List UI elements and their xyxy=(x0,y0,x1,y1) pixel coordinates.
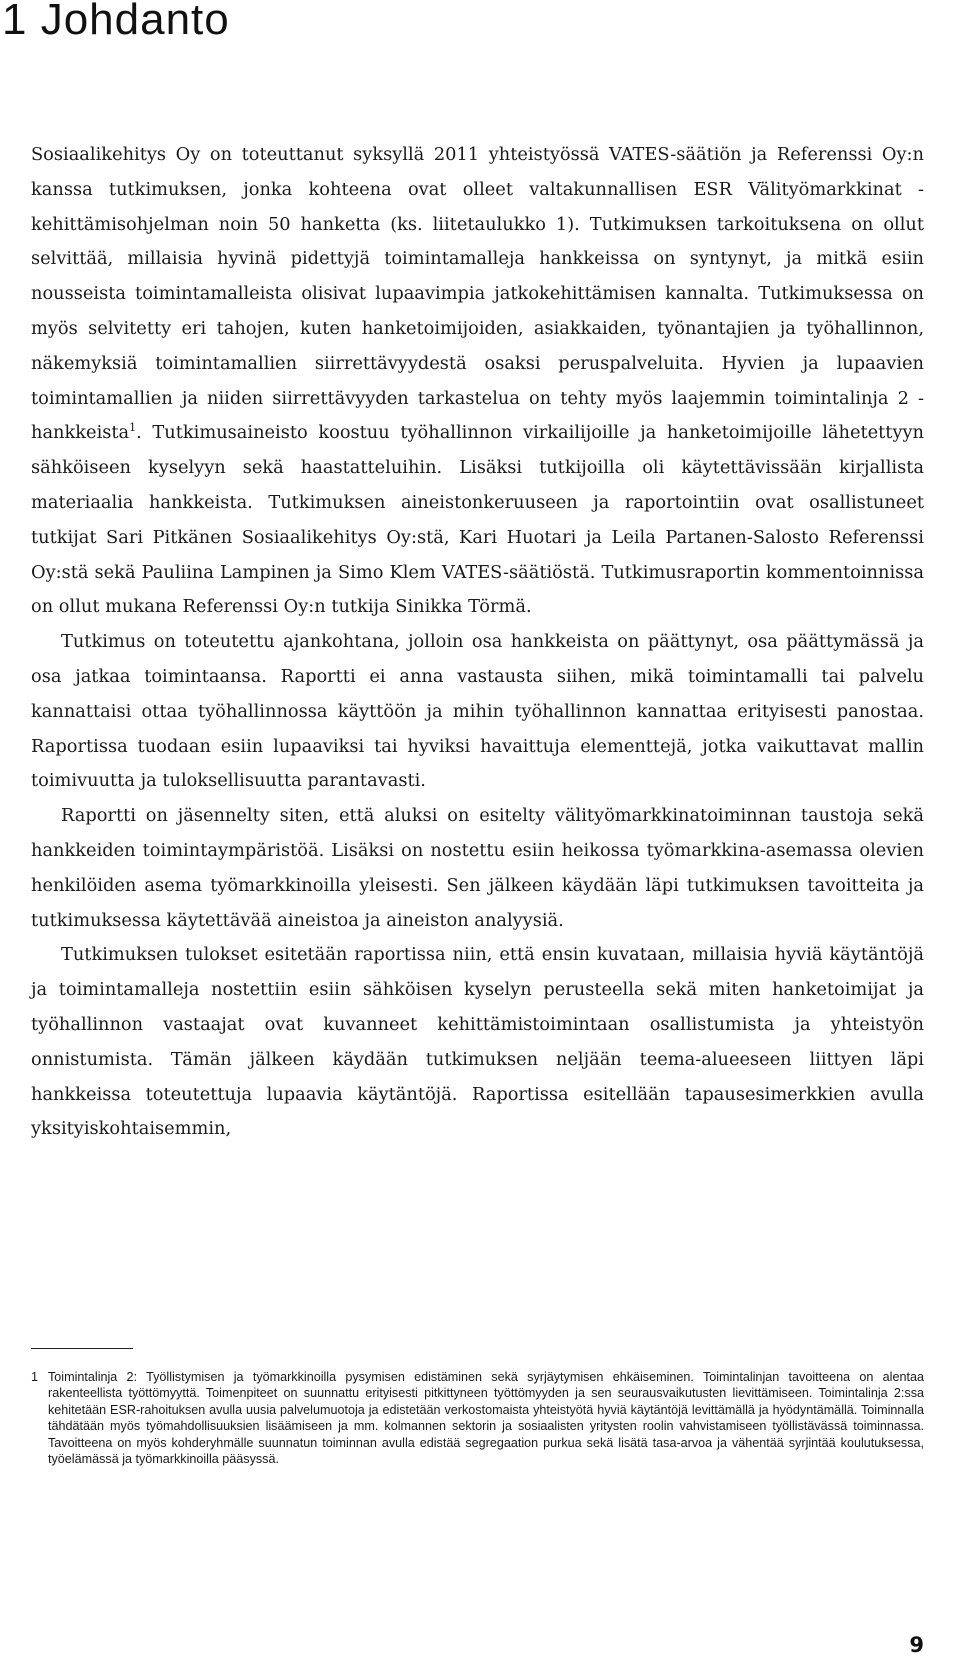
footnote-text: Toimintalinja 2: Työllistymisen ja työmarkkinoilla pysymisen edistäminen sekä syrjäytymisen ehkäiseminen. Toimintalinjan tavoitteena on alentaa rakenteellista työttömyyttä. Toimenpiteet on suunnattu erityisesti pitkittyneen työttömyyden ja sen seurausvaikutusten lievittämiseen. Toimintalinja 2:ssa kehitetään ESR-rahoituksen avulla uusia palvelumuotoja ja edistetään verkostomaista yhteistyötä hyviä käytäntöjä levittämällä ja hyödyntämällä. Toiminnalla tähdätään myös työmahdollisuuksien lisäämiseen ja mm. kolmannen sektorin ja sosiaalisten yritysten roolin vahvistamiseen työllistävässä toiminnassa. Tavoitteena on myös kohderyhmälle suunnatun toiminnan avulla edistää segregaation purkua sekä lisätä tasa-arvoa ja vähentää syrjintää koulutuksessa, työelämässä ja työmarkkinoilla pääsyssä. xyxy=(48,1370,924,1467)
paragraph-2: Tutkimus on toteutettu ajankohtana, jolloin osa hankkeista on päättynyt, osa päättymässä ja osa jatkaa toimintaansa. Raportti ei anna vastausta siihen, mikä toimintamalli tai palvelu kannattaisi ottaa työhallinnossa käyttöön ja mihin työhallinnon kannattaa erityisesti panostaa. Raportissa tuodaan esiin lupaaviksi tai hyviksi havaittuja elementtejä, jotka vaikuttavat mallin toimivuutta ja tuloksellisuutta parantavasti. xyxy=(31,631,924,792)
paragraph-1 xyxy=(31,138,924,625)
footnote-reference[interactable]: 1 xyxy=(129,421,137,435)
paragraph-1-continuation: . Tutkimusaineisto koostuu työhallinnon virkailijoille ja hanketoimijoille lähetettyyn sähköiseen kyselyyn sekä haastatteluihin. Lisäksi tutkijoilla oli käytettävissään kirjallista materiaalia hankkeista. Tutkimuksen aineistonkeruuseen ja raportointiin ovat osallistuneet tutkijat Sari Pitkänen Sosiaalikehitys Oy:stä, Kari Huotari ja Leila Partanen-Salosto Referenssi Oy:stä sekä Pauliina Lampinen ja Simo Klem VATES-säätiöstä. Tutkimusraportin kommentoinnissa on ollut mukana Referenssi Oy:n tutkija Sinikka Törmä. xyxy=(31,422,924,618)
paragraph-4: Tutkimuksen tulokset esitetään raportissa niin, että ensin kuvataan, millaisia hyviä käytäntöjä ja toimintamalleja nostettiin esiin sähköisen kyselyn perusteella sekä miten hanketoimijat ja työhallinnon vastaajat ovat kuvanneet kehittämistoimintaan osallistumista ja yhteistyön onnistumista. Tämän jälkeen käydään tutkimuksen neljään teema-alueeseen liittyen läpi hankkeissa toteutettuja lupaavia käytäntöjä. Raportissa esitellään tapausesimerkkien avulla yksityiskohtaisemmin, xyxy=(31,944,924,1140)
chapter-title: 1 Johdanto xyxy=(2,0,230,44)
body-text xyxy=(31,138,924,1147)
footnote-divider xyxy=(31,1348,133,1349)
page-number: 9 xyxy=(909,1633,924,1657)
paragraph-3: Raportti on jäsennelty siten, että aluksi on esitelty välityömarkkinatoiminnan taustoja sekä hankkeiden toimintaympäristöä. Lisäksi on nostettu esiin heikossa työmarkkina-asemassa olevien henkilöiden asema työmarkkinoilla yleisesti. Sen jälkeen käydään läpi tutkimuksen tavoitteita ja tutkimuksessa käytettävää aineistoa ja aineiston analyysiä. xyxy=(31,805,924,931)
footnote xyxy=(31,1369,924,1467)
footnote-number: 1 xyxy=(31,1370,39,1384)
paragraph-1-text: Sosiaalikehitys Oy on toteuttanut syksyllä 2011 yhteistyössä VATES-säätiön ja Referenssi Oy:n kanssa tutkimuksen, jonka kohteena ovat olleet valtakunnallisen ESR Välityömarkkinat -kehittämisohjelman noin 50 hanketta (ks. liitetaulukko 1). Tutkimuksen tarkoituksena on ollut selvittää, millaisia hyvinä pidettyjä toimintamalleja hankkeissa on syntynyt, ja mitkä esiin nousseista toimintamalleista olisivat lupaavimpia jatkokehittämisen kannalta. Tutkimuksessa on myös selvitetty eri tahojen, kuten hanketoimijoiden, asiakkaiden, työnantajien ja työhallinnon, näkemyksiä toimintamallien siirrettävyydestä osaksi peruspalveluita. Hyvien ja lupaavien toimintamallien ja niiden siirrettävyyden tarkastelua on tehty myös laajemmin toimintalinja 2 -hankkeista xyxy=(31,144,924,444)
